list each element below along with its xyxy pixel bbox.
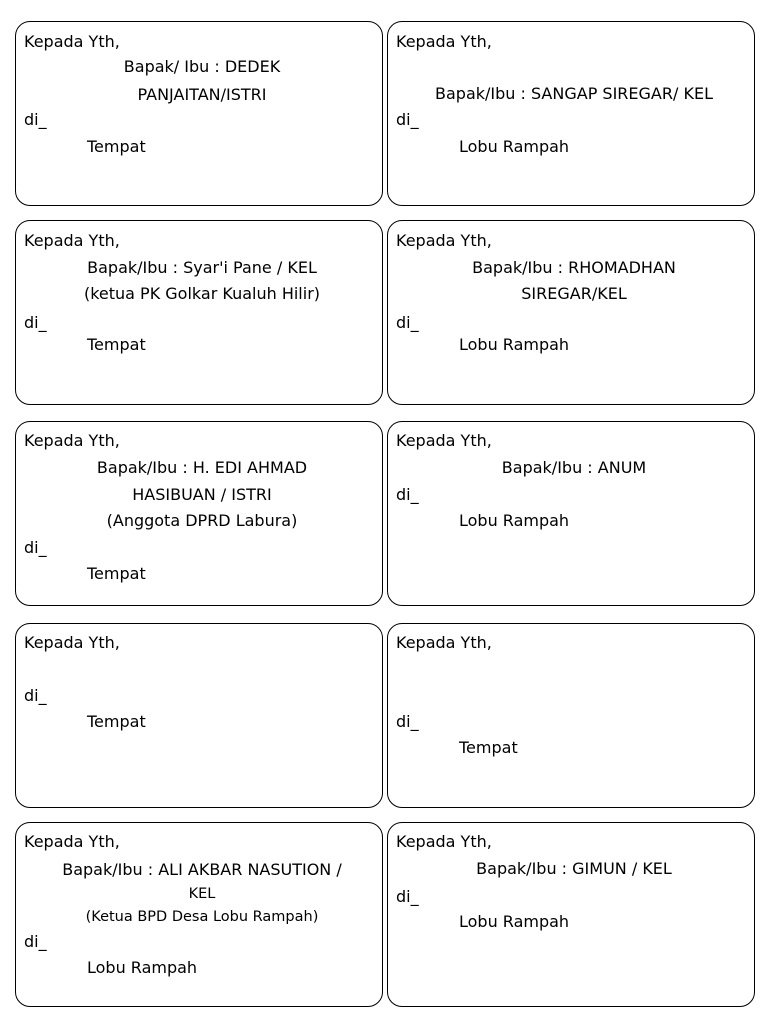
recipient-name: Bapak/Ibu : H. EDI AHMAD <box>96 458 308 477</box>
heading-text: Kepada Yth, <box>24 32 120 51</box>
heading-text: Kepada Yth, <box>24 633 120 652</box>
di-text: di_ <box>24 538 47 557</box>
recipient-name <box>24 860 380 880</box>
address-label-7 <box>15 623 383 808</box>
address-label-2 <box>387 21 755 206</box>
heading-text: Kepada Yth, <box>396 633 492 652</box>
place-text: Lobu Rampah <box>87 958 198 977</box>
recipient-name: Bapak/Ibu : Syar'i Pane / KEL <box>87 258 317 277</box>
di-text: di_ <box>24 686 47 705</box>
recipient-prefix: Bapak/Ibu : ALI AKBAR NASUTION / <box>62 860 342 879</box>
address-label-1 <box>15 21 383 206</box>
address-label-4 <box>387 220 755 405</box>
heading-text: Kepada Yth, <box>396 32 492 51</box>
recipient-title: (ketua PK Golkar Kualuh Hilir) <box>83 284 321 303</box>
recipient-title: (Ketua BPD Desa Lobu Rampah) <box>85 909 319 925</box>
recipient-name: HASIBUAN / ISTRI <box>132 485 272 504</box>
di-text: di_ <box>24 313 47 332</box>
address-label-3 <box>15 220 383 405</box>
heading-text: Kepada Yth, <box>24 832 120 851</box>
recipient-name: Bapak/Ibu : SANGAP SIREGAR/ KEL <box>435 84 713 103</box>
di-text: di_ <box>396 485 419 504</box>
recipient-name: PANJAITAN/ISTRI <box>137 85 267 104</box>
place-text: Lobu Rampah <box>459 137 570 156</box>
address-label-5 <box>15 421 383 606</box>
di-text: di_ <box>24 110 47 129</box>
recipient-name: Bapak/Ibu : ANUM <box>501 458 647 477</box>
di-text: di_ <box>396 313 419 332</box>
place-text: Tempat <box>87 335 146 354</box>
place-text: Tempat <box>87 137 146 156</box>
recipient-name: Bapak/ Ibu : DEDEK <box>123 57 281 76</box>
place-text: Tempat <box>87 712 146 731</box>
recipient-name: KEL <box>188 886 216 902</box>
address-label-9 <box>15 822 383 1007</box>
recipient-title: (Anggota DPRD Labura) <box>106 511 298 530</box>
recipient-name: Bapak/Ibu : RHOMADHAN <box>472 258 676 277</box>
heading-text: Kepada Yth, <box>396 231 492 250</box>
heading-text: Kepada Yth, <box>24 231 120 250</box>
heading-text: Kepada Yth, <box>396 431 492 450</box>
place-text: Lobu Rampah <box>459 912 570 931</box>
place-text: Lobu Rampah <box>459 511 570 530</box>
di-text: di_ <box>396 887 419 906</box>
recipient-name: Bapak/Ibu : GIMUN / KEL <box>476 859 672 878</box>
address-label-10 <box>387 822 755 1007</box>
place-text: Tempat <box>459 738 518 757</box>
place-text: Lobu Rampah <box>459 335 570 354</box>
di-text: di_ <box>24 932 47 951</box>
di-text: di_ <box>396 712 419 731</box>
heading-text: Kepada Yth, <box>396 832 492 851</box>
address-label-6 <box>387 421 755 606</box>
recipient-name: SIREGAR/KEL <box>521 284 627 303</box>
di-text: di_ <box>396 110 419 129</box>
heading-text: Kepada Yth, <box>24 431 120 450</box>
address-label-8 <box>387 623 755 808</box>
place-text: Tempat <box>87 564 146 583</box>
